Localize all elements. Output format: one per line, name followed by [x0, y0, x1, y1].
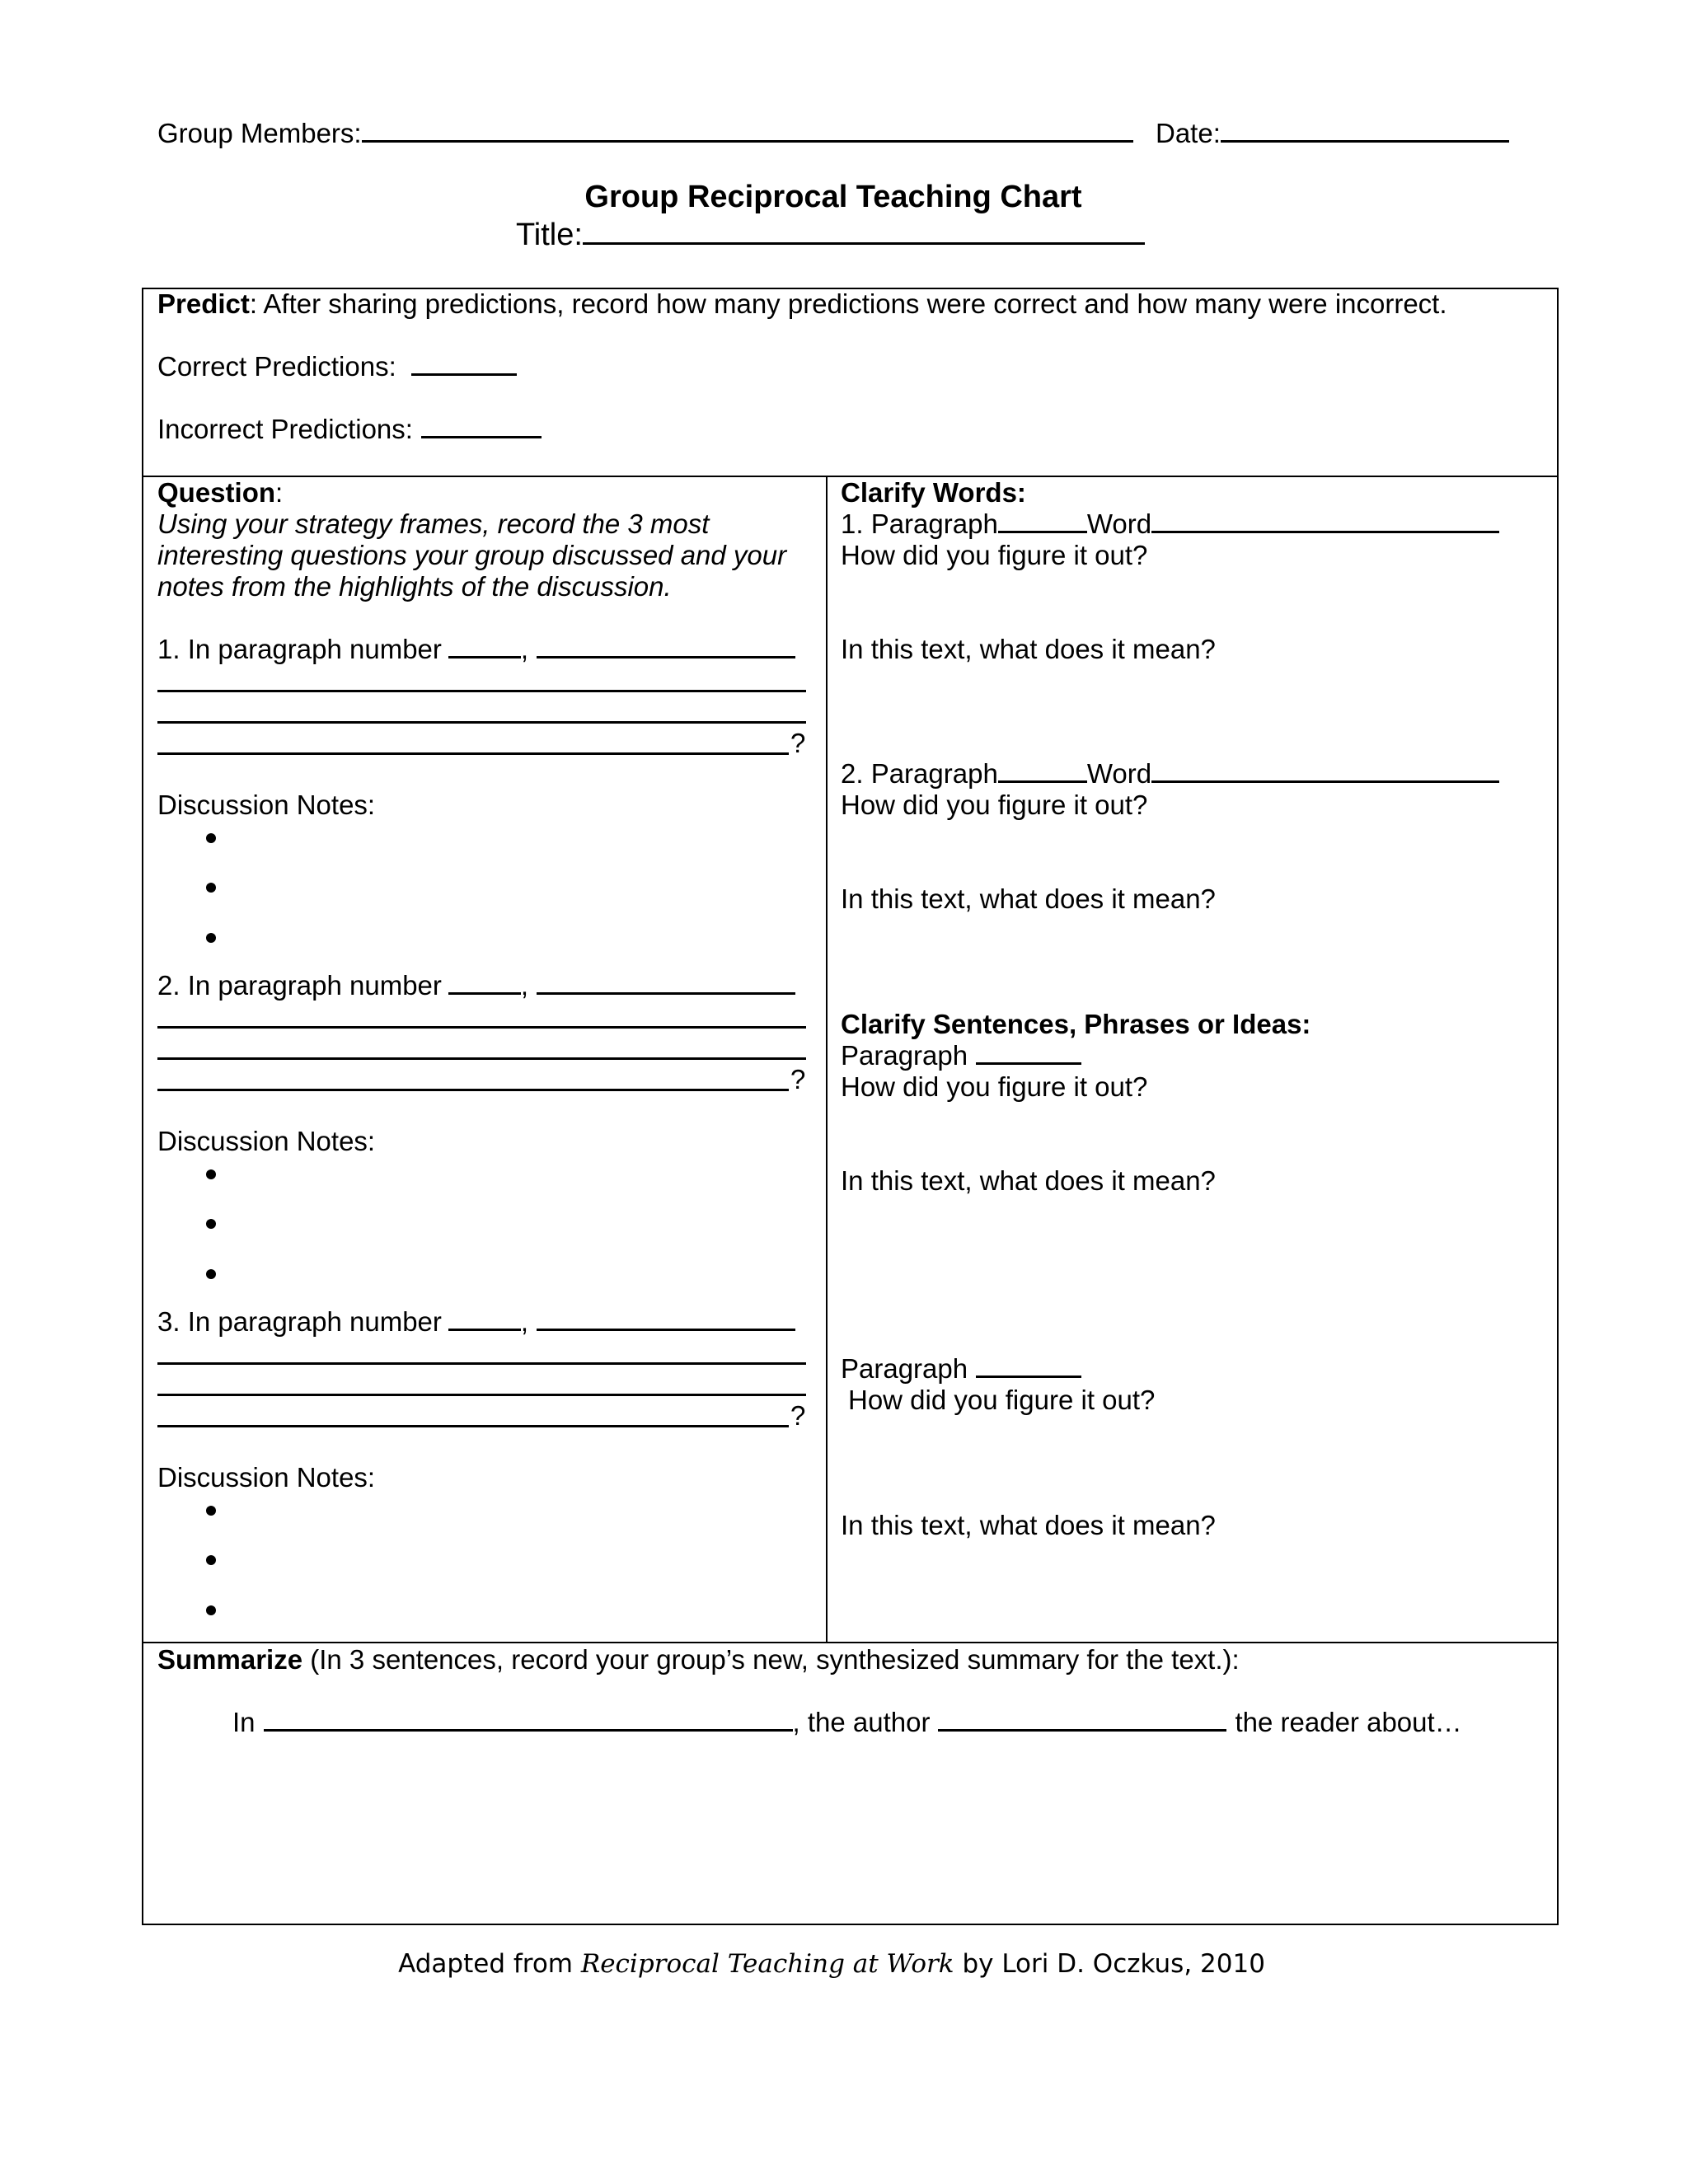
summary-text-blank[interactable] — [264, 1729, 793, 1732]
question-3-prompt-text: 3. In paragraph number — [157, 1306, 442, 1337]
question-3-note-bullet[interactable] — [206, 1506, 216, 1516]
question-3-line-1[interactable] — [157, 1362, 806, 1365]
clarify-sentence-2-how: How did you figure it out? — [848, 1385, 1156, 1415]
question-3-note-bullet[interactable] — [206, 1555, 216, 1565]
summarize-instructions — [157, 1646, 1240, 1673]
question-3-line-2[interactable] — [157, 1394, 806, 1396]
question-3-end: ? — [790, 1400, 806, 1431]
predict-heading: Predict — [157, 288, 250, 319]
question-1-line-1[interactable] — [157, 690, 806, 692]
clarify-sentence-2-paragraph-blank[interactable] — [976, 1376, 1081, 1378]
clarify-sentence-1-field[interactable] — [841, 1042, 1081, 1069]
clarify-sentence-1-paragraph-blank[interactable] — [976, 1062, 1081, 1065]
question-1-paragraph-blank[interactable] — [448, 656, 521, 658]
correct-predictions-label: Correct Predictions: — [157, 351, 396, 382]
question-1-notes-label: Discussion Notes: — [157, 790, 376, 820]
clarify-word-2-how: How did you figure it out? — [841, 790, 1148, 820]
attribution-book-title: Reciprocal Teaching at Work — [580, 1949, 954, 1979]
question-2-comma: , — [520, 970, 529, 1001]
date-label: Date: — [1156, 118, 1221, 148]
predict-instructions-text: : After sharing predictions, record how many predictions were correct and how many were incorrect. — [249, 288, 1447, 319]
clarify-word-1-word-blank[interactable] — [1151, 531, 1499, 533]
question-2-prompt[interactable] — [157, 972, 795, 999]
clarify-word-1-paragraph-blank[interactable] — [998, 531, 1087, 533]
question-instructions-line-3: notes from the highlights of the discussion. — [157, 571, 672, 602]
title-field-label: Title: — [516, 218, 583, 252]
question-1-prompt[interactable] — [157, 635, 795, 663]
question-1-end: ? — [790, 728, 806, 758]
clarify-word-2-word-blank[interactable] — [1151, 780, 1499, 783]
question-2-note-bullet[interactable] — [206, 1269, 216, 1279]
summary-frame-in: In — [232, 1707, 256, 1737]
question-2-note-bullet[interactable] — [206, 1169, 216, 1179]
summarize-instructions-text: (In 3 sentences, record your group’s new, synthesized summary for the text.): — [302, 1644, 1240, 1675]
correct-predictions-field[interactable] — [157, 353, 517, 380]
summarize-heading: Summarize — [157, 1644, 303, 1675]
clarify-sentences-heading: Clarify Sentences, Phrases or Ideas: — [841, 1009, 1311, 1039]
clarify-word-1-how: How did you figure it out? — [841, 540, 1148, 570]
question-2-paragraph-blank[interactable] — [448, 992, 521, 995]
clarify-sentence-1-how: How did you figure it out? — [841, 1071, 1148, 1102]
clarify-word-1-paragraph-label: 1. Paragraph — [841, 509, 998, 539]
question-2-line-1[interactable] — [157, 1026, 806, 1029]
question-1-comma: , — [520, 634, 529, 664]
clarify-word-2-meaning: In this text, what does it mean? — [841, 883, 1216, 914]
attribution-suffix: by Lori D. Oczkus, 2010 — [954, 1949, 1265, 1979]
question-2-line-3[interactable] — [157, 1089, 789, 1091]
question-heading-colon: : — [275, 477, 284, 508]
clarify-sentence-2-paragraph-label: Paragraph — [841, 1353, 968, 1384]
question-2-prompt-text: 2. In paragraph number — [157, 970, 442, 1001]
question-3-notes-label: Discussion Notes: — [157, 1462, 376, 1493]
question-heading-text: Question — [157, 477, 276, 508]
clarify-word-2-word-label: Word — [1086, 758, 1152, 789]
clarify-word-2-paragraph-label: 2. Paragraph — [841, 758, 998, 789]
question-heading — [157, 479, 283, 506]
question-instructions-line-1: Using your strategy frames, record the 3 most — [157, 509, 710, 539]
question-1-note-bullet[interactable] — [206, 883, 216, 893]
question-1-note-bullet[interactable] — [206, 933, 216, 943]
clarify-sentence-1-paragraph-label: Paragraph — [841, 1040, 968, 1071]
incorrect-predictions-field[interactable] — [157, 415, 542, 443]
question-1-line-2[interactable] — [157, 721, 806, 724]
summary-frame-author: , the author — [792, 1707, 931, 1737]
summary-frame-reader: the reader about… — [1235, 1707, 1462, 1737]
question-1-prompt-text: 1. In paragraph number — [157, 634, 442, 664]
question-1-note-bullet[interactable] — [206, 833, 216, 843]
clarify-sentence-2-meaning: In this text, what does it mean? — [841, 1510, 1216, 1540]
group-members-field[interactable] — [157, 120, 1133, 147]
date-field[interactable] — [1156, 120, 1509, 147]
group-members-label: Group Members: — [157, 118, 362, 148]
question-2-topic-blank[interactable] — [537, 992, 795, 995]
incorrect-predictions-blank[interactable] — [421, 436, 542, 438]
predict-instructions — [157, 290, 1447, 317]
incorrect-predictions-label: Incorrect Predictions: — [157, 414, 413, 444]
clarify-sentence-1-meaning: In this text, what does it mean? — [841, 1165, 1216, 1196]
question-2-line-2[interactable] — [157, 1057, 806, 1060]
summarize-divider — [142, 1642, 1559, 1643]
clarify-sentence-2-field[interactable] — [841, 1355, 1081, 1382]
clarify-words-heading: Clarify Words: — [841, 477, 1026, 508]
correct-predictions-blank[interactable] — [411, 373, 517, 376]
question-3-topic-blank[interactable] — [537, 1329, 795, 1331]
attribution-footer — [0, 1949, 1663, 1979]
title-blank[interactable] — [583, 242, 1145, 245]
question-3-line-3[interactable] — [157, 1425, 789, 1427]
attribution-prefix: Adapted from — [398, 1949, 581, 1979]
question-instructions-line-2: interesting questions your group discussed and your — [157, 540, 787, 570]
summary-frame[interactable] — [232, 1708, 1462, 1736]
title-field[interactable] — [516, 219, 1145, 251]
question-3-paragraph-blank[interactable] — [448, 1329, 521, 1331]
page-title: Group Reciprocal Teaching Chart — [584, 180, 1082, 214]
question-1-line-3[interactable] — [157, 752, 789, 755]
group-members-blank[interactable] — [362, 140, 1133, 143]
question-2-note-bullet[interactable] — [206, 1219, 216, 1229]
column-divider — [826, 476, 828, 1643]
clarify-word-2-field[interactable] — [841, 760, 1499, 787]
question-1-topic-blank[interactable] — [537, 656, 795, 658]
question-2-end: ? — [790, 1064, 806, 1094]
clarify-word-1-word-label: Word — [1086, 509, 1152, 539]
clarify-word-1-meaning: In this text, what does it mean? — [841, 634, 1216, 664]
question-2-notes-label: Discussion Notes: — [157, 1126, 376, 1156]
question-3-prompt[interactable] — [157, 1308, 795, 1335]
question-3-comma: , — [520, 1306, 529, 1337]
question-3-note-bullet[interactable] — [206, 1605, 216, 1615]
summary-author-verb-blank[interactable] — [938, 1729, 1226, 1732]
clarify-word-2-paragraph-blank[interactable] — [998, 780, 1087, 783]
date-blank[interactable] — [1221, 140, 1509, 143]
clarify-word-1-field[interactable] — [841, 510, 1499, 537]
